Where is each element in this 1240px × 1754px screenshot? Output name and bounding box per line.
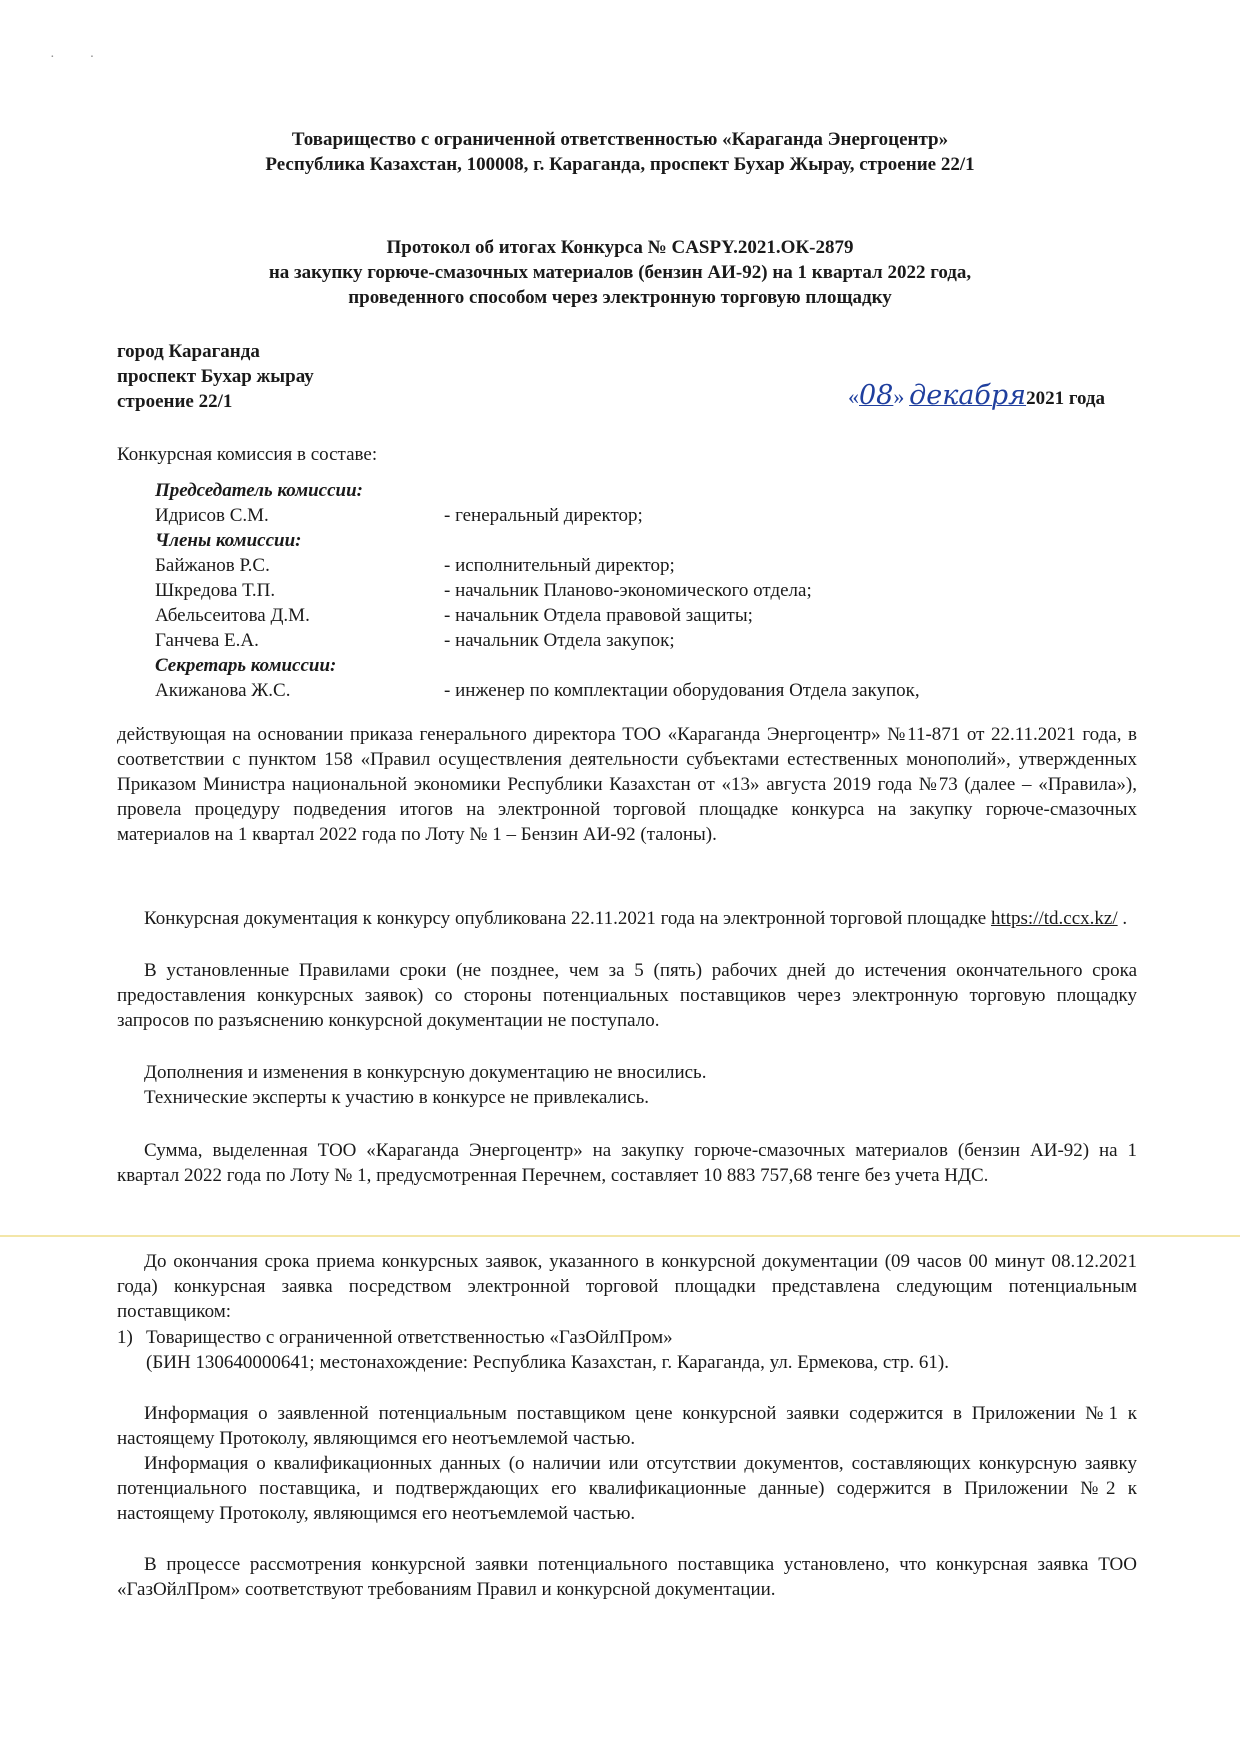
commission-intro: Конкурсная комиссия в составе: xyxy=(117,444,378,465)
bidder-details: (БИН 130640000641; местонахождение: Республика Казахстан, г. Караганда, ул. Ермекова, стр. 61). xyxy=(146,1352,949,1373)
list-number: 1) xyxy=(117,1327,133,1348)
protocol-title-line3: проведенного способом через электронную торговую площадку xyxy=(348,287,892,308)
chair-label: Председатель комиссии: xyxy=(155,480,363,501)
bidder-name: Товарищество с ограниченной ответственностью «ГазОйлПром» xyxy=(146,1327,673,1348)
secretary-name: Акижанова Ж.С. xyxy=(155,680,291,701)
date-day-handwritten: 08 xyxy=(859,380,894,411)
clarification-paragraph: В установленные Правилами сроки (не позднее, чем за 5 (пять) рабочих дней до истечения окончательного срока предоставления конкурсных заявок) со стороны потенциальных поставщиков через электронную торговую площадку запросов по разъяснению конкурсной документации не поступало. xyxy=(117,960,1137,1031)
publication-text-end: . xyxy=(1117,908,1128,929)
location-building: строение 22/1 xyxy=(117,391,233,412)
member-name: Шкредова Т.П. xyxy=(155,580,276,601)
company-name: Товарищество с ограниченной ответственностью «Караганда Энергоцентр» xyxy=(291,129,949,150)
publication-text: Конкурсная документация к конкурсу опубликована 22.11.2021 года на электронной торговой площадке xyxy=(144,908,991,929)
secretary-position: - инженер по комплектации оборудования Отдела закупок, xyxy=(444,680,920,701)
member-name: Абельсеитова Д.М. xyxy=(155,605,310,626)
protocol-title-line2: на закупку горюче-смазочных материалов (бензин АИ-92) на 1 квартал 2022 года, xyxy=(268,262,972,283)
member-position: - начальник Отдела правовой защиты; xyxy=(444,605,753,626)
protocol-title xyxy=(0,235,1240,310)
amendments-paragraph: Дополнения и изменения в конкурсную документацию не вносились. xyxy=(144,1062,707,1083)
chair-row xyxy=(155,503,1055,528)
member-row xyxy=(155,628,1055,653)
company-header xyxy=(0,127,1240,177)
location-city: город Караганда xyxy=(117,341,260,362)
secretary-label: Секретарь комиссии: xyxy=(155,655,337,676)
member-position: - начальник Отдела закупок; xyxy=(444,630,675,651)
member-row xyxy=(155,603,1055,628)
location-street: проспект Бухар жырау xyxy=(117,366,314,387)
date-close-quote: » xyxy=(893,384,905,409)
protocol-title-line1: Протокол об итогах Конкурса № CASPY.2021.ОК-2879 xyxy=(386,237,854,258)
basis-paragraph: действующая на основании приказа генерального директора ТОО «Караганда Энергоцентр» №11-871 от 22.11.2021 года, в соответствии с пунктом 158 «Правил осуществления деятельности субъектами естественных монополий», утвержденных Приказом Министра национальной экономики Республики Казахстан от «13» августа 2019 года №73 (далее – «Правила»), провела процедуру подведения итогов на электронной торговой площадке конкурса на закупку горюче-смазочных материалов на 1 квартал 2022 года по Лоту № 1 – Бензин АИ-92 (талоны). xyxy=(117,724,1137,845)
member-name: Байжанов Р.С. xyxy=(155,555,270,576)
member-row xyxy=(155,578,1055,603)
members-label: Члены комиссии: xyxy=(155,530,302,551)
protocol-date xyxy=(848,380,1105,411)
member-position: - исполнительный директор; xyxy=(444,555,675,576)
commission-list xyxy=(155,478,1055,703)
qualification-paragraph: Информация о квалификационных данных (о наличии или отсутствии документов, составляющих конкурсную заявку потенциального поставщика, и подтверждающих его квалификационные данные) содержится в Приложении №2 к настоящему Протоколу, являющимся его неотъемлемой частью. xyxy=(117,1453,1137,1524)
member-row xyxy=(155,553,1055,578)
location-block xyxy=(117,339,314,414)
member-position: - начальник Планово-экономического отдела; xyxy=(444,580,812,601)
amount-paragraph: Сумма, выделенная ТОО «Караганда Энергоцентр» на закупку горюче-смазочных материалов (бензин АИ-92) на 1 квартал 2022 года по Лоту № 1, предусмотренная Перечнем, составляет 10 883 757,68 тенге без учета НДС. xyxy=(117,1140,1137,1186)
conclusion-paragraph: В процессе рассмотрения конкурсной заявки потенциального поставщика установлено, что конкурсная заявка ТОО «ГазОйлПром» соответствуют требованиям Правил и конкурсной документации. xyxy=(117,1554,1137,1600)
chair-name: Идрисов С.М. xyxy=(155,505,269,526)
price-info-paragraph: Информация о заявленной потенциальным поставщиком цене конкурсной заявки содержится в Приложении №1 к настоящему Протоколу, являющимся его неотъемлемой частью. xyxy=(117,1403,1137,1449)
date-year: 2021 года xyxy=(1026,388,1106,409)
scan-specks: · · xyxy=(50,50,95,65)
date-month-handwritten: декабря xyxy=(909,380,1027,411)
bidder-list-item xyxy=(117,1325,673,1350)
experts-paragraph: Технические эксперты к участию в конкурсе не привлекались. xyxy=(144,1087,650,1108)
platform-link[interactable]: https://td.ccx.kz/ xyxy=(990,908,1118,929)
member-name: Ганчева Е.А. xyxy=(155,630,259,651)
date-open-quote: « xyxy=(848,384,859,409)
company-address: Республика Казахстан, 100008, г. Караганда, проспект Бухар Жырау, строение 22/1 xyxy=(265,154,975,175)
chair-position: - генеральный директор; xyxy=(444,505,643,526)
secretary-row xyxy=(155,678,1055,703)
scan-fold-line xyxy=(0,1235,1240,1237)
publication-paragraph xyxy=(117,906,1137,931)
bids-paragraph: До окончания срока приема конкурсных заявок, указанного в конкурсной документации (09 часов 00 минут 08.12.2021 года) конкурсная заявка посредством электронной торговой площадки представлена следующим потенциальным поставщиком: xyxy=(117,1251,1137,1322)
